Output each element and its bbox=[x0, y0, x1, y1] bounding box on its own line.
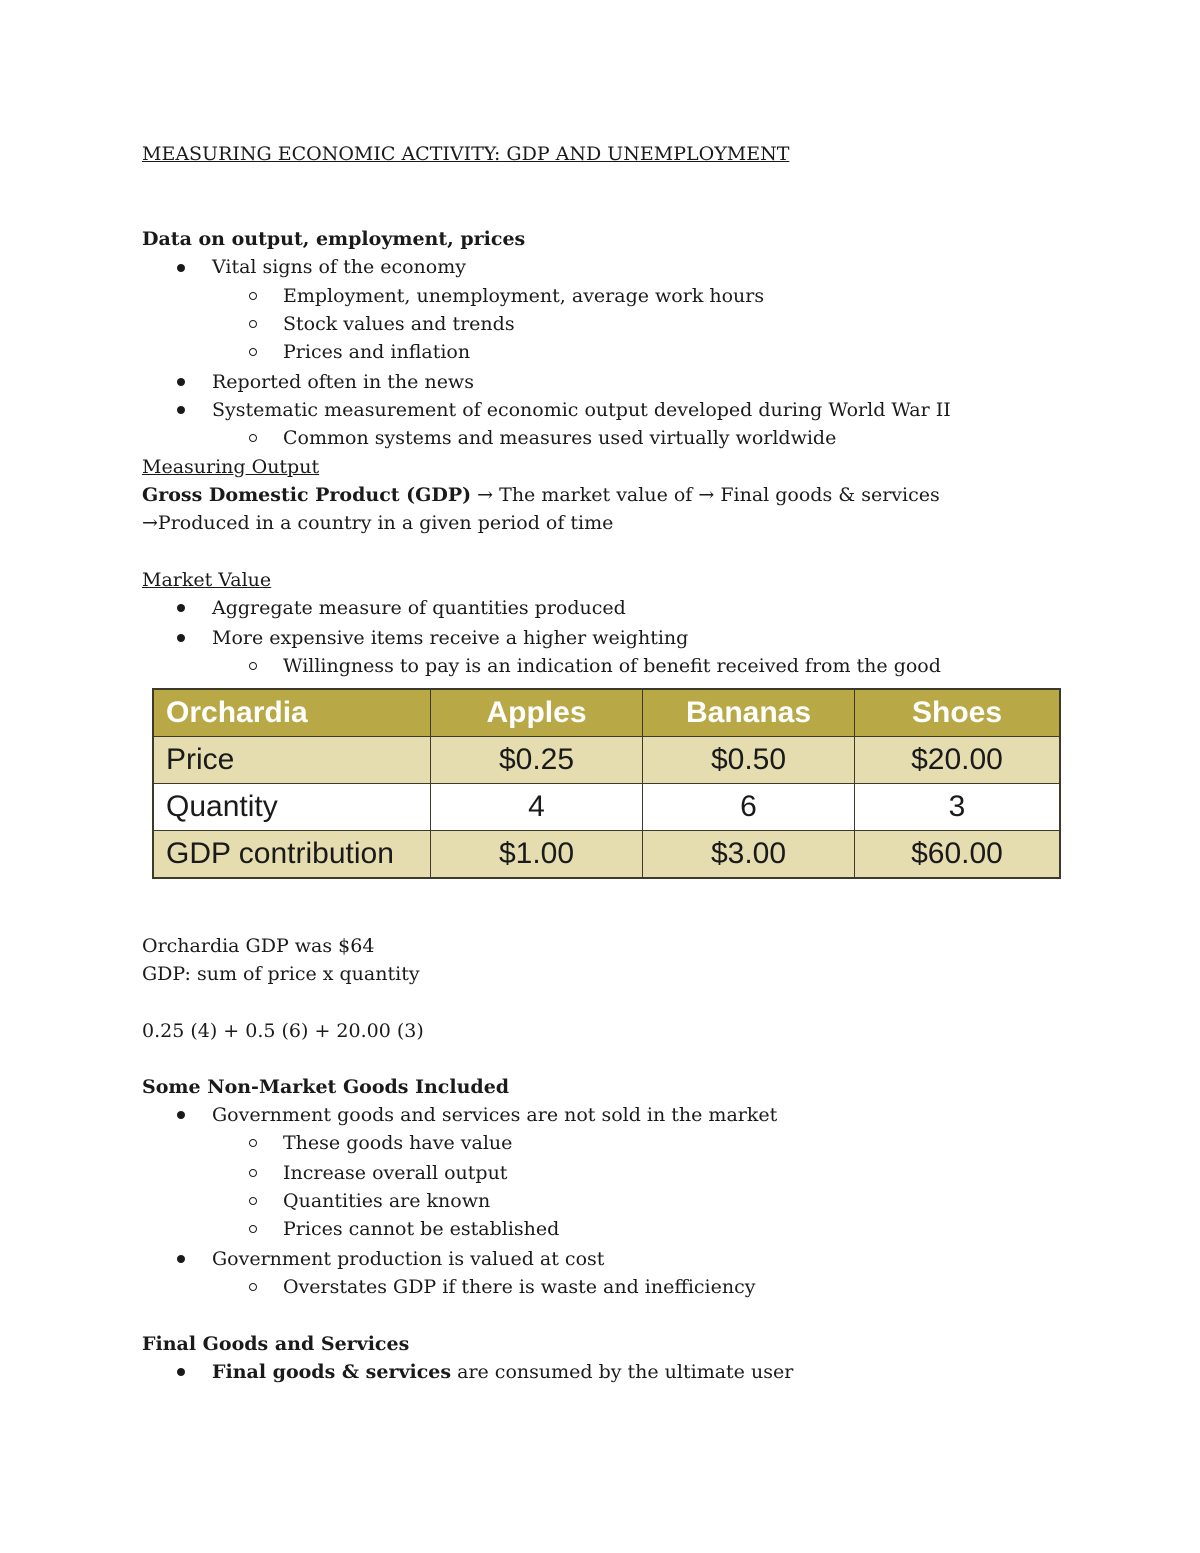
table-cell: 4 bbox=[431, 784, 643, 831]
list-item: Government production is valued at cost bbox=[212, 1248, 605, 1270]
bullet-icon bbox=[177, 1111, 185, 1119]
table-row bbox=[153, 784, 1060, 831]
table-cell: GDP contribution bbox=[153, 831, 431, 879]
gdp-term: Gross Domestic Product (GDP) bbox=[142, 484, 472, 506]
table-header-row bbox=[153, 689, 1060, 737]
list-item: Reported often in the news bbox=[212, 371, 474, 393]
section-heading-final-goods: Final Goods and Services bbox=[142, 1333, 410, 1355]
orchardia-gdp-table bbox=[152, 688, 1061, 879]
section-heading-market-value: Market Value bbox=[142, 569, 272, 591]
list-item bbox=[212, 1358, 793, 1386]
circle-bullet-icon bbox=[249, 1139, 257, 1147]
list-subitem: Overstates GDP if there is waste and inefficiency bbox=[283, 1276, 756, 1298]
section-heading-measuring-output: Measuring Output bbox=[142, 456, 320, 478]
bullet-icon bbox=[177, 1255, 185, 1263]
table-cell: Quantity bbox=[153, 784, 431, 831]
list-subitem: Prices and inflation bbox=[283, 341, 471, 363]
circle-bullet-icon bbox=[249, 1283, 257, 1291]
bullet-icon bbox=[177, 634, 185, 642]
gdp-definition bbox=[142, 481, 940, 509]
table-row bbox=[153, 831, 1060, 879]
list-item: More expensive items receive a higher weighting bbox=[212, 627, 689, 649]
table-row bbox=[153, 737, 1060, 784]
section-heading-data: Data on output, employment, prices bbox=[142, 228, 526, 250]
table-header-cell: Apples bbox=[431, 689, 643, 737]
gdp-definition-text: → The market value of → Final goods & services bbox=[471, 484, 940, 506]
list-item: Government goods and services are not sold in the market bbox=[212, 1104, 778, 1126]
list-subitem: These goods have value bbox=[283, 1132, 513, 1154]
list-item: Aggregate measure of quantities produced bbox=[212, 597, 626, 619]
table-cell: $0.25 bbox=[431, 737, 643, 784]
circle-bullet-icon bbox=[249, 348, 257, 356]
gdp-definition-continued: →Produced in a country in a given period of time bbox=[142, 512, 614, 534]
table-cell: 3 bbox=[855, 784, 1061, 831]
gdp-result: Orchardia GDP was $64 bbox=[142, 935, 375, 957]
bullet-icon bbox=[177, 1368, 185, 1376]
bullet-icon bbox=[177, 406, 185, 414]
list-subitem: Employment, unemployment, average work hours bbox=[283, 285, 765, 307]
final-goods-definition: are consumed by the ultimate user bbox=[451, 1361, 794, 1383]
bullet-icon bbox=[177, 604, 185, 612]
bullet-icon bbox=[177, 264, 185, 272]
gdp-formula-description: GDP: sum of price x quantity bbox=[142, 963, 420, 985]
list-item: Systematic measurement of economic output developed during World War II bbox=[212, 399, 951, 421]
table-cell: $60.00 bbox=[855, 831, 1061, 879]
table-cell: 6 bbox=[643, 784, 855, 831]
final-goods-term: Final goods & services bbox=[212, 1361, 452, 1383]
list-subitem: Willingness to pay is an indication of benefit received from the good bbox=[283, 655, 941, 677]
list-subitem: Prices cannot be established bbox=[283, 1218, 560, 1240]
table-header-cell: Orchardia bbox=[153, 689, 431, 737]
bullet-icon bbox=[177, 378, 185, 386]
table-header-cell: Bananas bbox=[643, 689, 855, 737]
page-title: MEASURING ECONOMIC ACTIVITY: GDP AND UNEMPLOYMENT bbox=[142, 143, 790, 165]
circle-bullet-icon bbox=[249, 1197, 257, 1205]
section-heading-nonmarket: Some Non-Market Goods Included bbox=[142, 1076, 510, 1098]
circle-bullet-icon bbox=[249, 320, 257, 328]
table-cell: $20.00 bbox=[855, 737, 1061, 784]
list-item: Vital signs of the economy bbox=[212, 256, 466, 278]
table-cell: $0.50 bbox=[643, 737, 855, 784]
circle-bullet-icon bbox=[249, 1169, 257, 1177]
circle-bullet-icon bbox=[249, 662, 257, 670]
list-subitem: Increase overall output bbox=[283, 1162, 508, 1184]
table-cell: $1.00 bbox=[431, 831, 643, 879]
circle-bullet-icon bbox=[249, 434, 257, 442]
circle-bullet-icon bbox=[249, 1225, 257, 1233]
table-header-cell: Shoes bbox=[855, 689, 1061, 737]
table-cell: $3.00 bbox=[643, 831, 855, 879]
circle-bullet-icon bbox=[249, 292, 257, 300]
list-subitem: Stock values and trends bbox=[283, 313, 515, 335]
table-cell: Price bbox=[153, 737, 431, 784]
list-subitem: Quantities are known bbox=[283, 1190, 491, 1212]
gdp-calculation: 0.25 (4) + 0.5 (6) + 20.00 (3) bbox=[142, 1020, 424, 1042]
list-subitem: Common systems and measures used virtually worldwide bbox=[283, 427, 837, 449]
